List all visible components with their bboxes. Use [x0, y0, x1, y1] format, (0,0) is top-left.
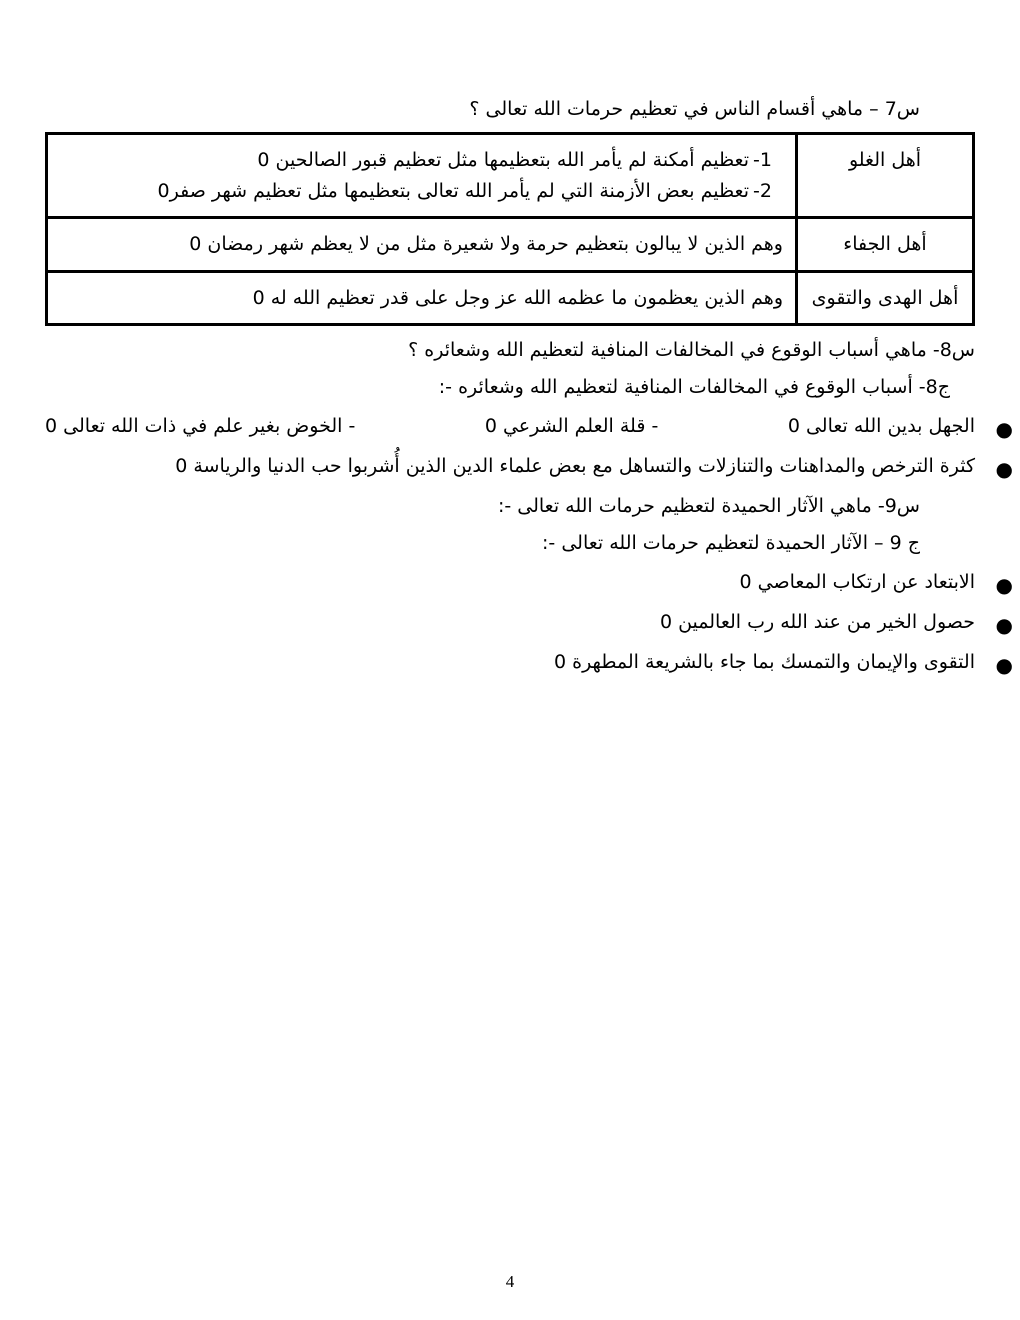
table-row-body: وهم الذين لا يبالون بتعظيم حرمة ولا شعيرة مثل من لا يعظم شهر رمضان 0 — [47, 218, 797, 271]
table-row — [47, 134, 974, 218]
list-item — [60, 176, 783, 206]
question-7-table — [45, 132, 975, 326]
list-item-text: حصول الخير من عند الله رب العالمين 0 — [659, 610, 975, 633]
answer-9-bullet-list — [45, 567, 1013, 678]
question-7-heading: س7 – ماهي أقسام الناس في تعظيم حرمات الله تعالى ؟ — [469, 98, 920, 120]
list-item-text: - الخوض بغير علم في ذات الله تعالى 0 — [45, 414, 356, 437]
table-row-label: أهل الغلو — [797, 134, 974, 218]
list-item-text: تعظيم أمكنة لم يأمر الله بتعظيمها مثل تعظيم قبور الصالحين 0 — [257, 149, 749, 172]
list-item-number: -2 — [753, 179, 772, 202]
table-row-label: أهل الجفاء — [797, 218, 974, 271]
list-item — [45, 647, 1013, 678]
list-item-text: الجهل بدين الله تعالى 0 — [787, 414, 975, 437]
answer-8-intro: ج8- أسباب الوقوع في المخالفات المنافية لتعظيم الله وشعائره -: — [438, 376, 950, 399]
answer-8-bullet-list — [45, 411, 1013, 482]
list-item-text: - قلة العلم الشرعي 0 — [484, 414, 659, 437]
table-row — [47, 271, 974, 324]
list-item-text: تعظيم بعض الأزمنة التي لم يأمر الله تعالى بتعظيمها مثل تعظيم شهر صفر0 — [157, 179, 749, 202]
list-item-text: الابتعاد عن ارتكاب المعاصي 0 — [739, 570, 975, 593]
bullet-icon: ● — [995, 612, 1013, 637]
table-row-body: وهم الذين يعظمون ما عظمه الله عز وجل على قدر تعظيم الله له 0 — [47, 271, 797, 324]
bullet-icon: ● — [995, 653, 1013, 678]
bullet-icon: ● — [995, 572, 1013, 597]
table-row — [47, 218, 974, 271]
document-content — [45, 95, 1013, 688]
bullet-icon: ● — [995, 457, 1013, 482]
table-row-label: أهل الهدى والتقوى — [797, 271, 974, 324]
list-item-text: كثرة الترخص والمداهنات والتنازلات والتساهل مع بعض علماء الدين الذين أُشربوا حب الدنيا والرياسة 0 — [175, 455, 975, 478]
list-item — [45, 567, 1013, 597]
list-item — [45, 607, 1013, 637]
list-item — [60, 145, 783, 175]
list-item — [45, 451, 1013, 482]
page-number: 4 — [505, 1272, 515, 1291]
list-item-text: التقوى والإيمان والتمسك بما جاء بالشريعة المطهرة 0 — [553, 651, 975, 674]
list-item-number: -1 — [753, 149, 772, 172]
question-9-text: س9- ماهي الآثار الحميدة لتعظيم حرمات الله تعالى -: — [497, 494, 920, 517]
list-item — [45, 411, 1013, 441]
table-row-body — [47, 134, 797, 218]
bullet-icon: ● — [995, 416, 1013, 441]
question-8-text: س8- ماهي أسباب الوقوع في المخالفات المنافية لتعظيم الله وشعائره ؟ — [408, 339, 975, 361]
answer-9-intro: ج 9 – الآثار الحميدة لتعظيم حرمات الله تعالى -: — [542, 532, 920, 555]
